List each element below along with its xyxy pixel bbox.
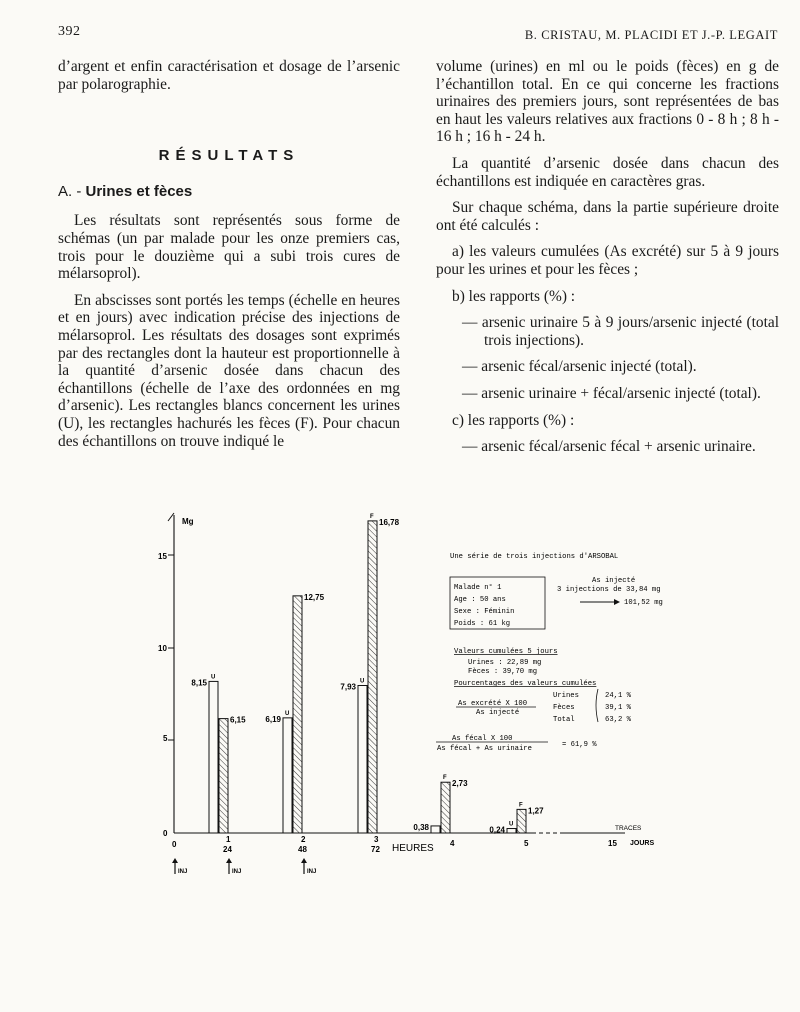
x-tick-day: 1 <box>226 835 231 844</box>
list-item-b: b) les rapports (%) : <box>452 287 576 305</box>
bar-value-label: 1,27 <box>528 806 544 816</box>
x-axis-hours-label: HEURES <box>392 843 434 854</box>
right-column <box>436 58 779 456</box>
patient-line: Poids : 61 kg <box>454 620 511 628</box>
x-tick-hour: 72 <box>371 845 380 854</box>
x-tick-day: 2 <box>301 835 306 844</box>
y-ticks <box>158 552 174 838</box>
bar-value-label: 6,19 <box>265 714 281 724</box>
x-tick-hour: 24 <box>223 845 232 854</box>
x-tick-day: 15 <box>608 839 617 848</box>
section-heading: RÉSULTATS <box>158 147 300 165</box>
arrow-up-icon <box>301 858 307 863</box>
pct-row-value: 24,1 % <box>605 692 631 700</box>
injection-marker <box>226 858 241 875</box>
patient-line: Malade n° 1 <box>454 584 502 592</box>
y-tick-label: 15 <box>158 552 167 561</box>
bar-value-label: 2,73 <box>452 779 468 789</box>
arrow-up-icon <box>226 858 232 863</box>
list-item-c: c) les rapports (%) : <box>452 411 575 429</box>
list-subitem: — arsenic fécal/arsenic fécal + arsenic urinaire. <box>462 438 756 456</box>
bar-urine <box>283 718 292 833</box>
bar-feces <box>293 596 302 833</box>
y-axis-label: Mg <box>182 517 194 526</box>
injection-marker <box>172 858 187 875</box>
ratio2-numerator: As fécal X 100 <box>452 735 513 743</box>
x-tick-day: 5 <box>524 839 529 848</box>
list-subitem: — arsenic urinaire + fécal/arsenic injecté (total). <box>462 384 761 402</box>
ratio2-denominator: As fécal + As urinaire <box>437 745 532 753</box>
injection-markers <box>172 858 316 875</box>
paragraph-continuation: d’argent et enfin caractérisation et dosage de l’arsenic par polarographie. <box>58 58 400 93</box>
list-subitem: — arsenic urinaire 5 à 9 jours/arsenic injecté (total trois injections). <box>462 314 779 349</box>
subsection-letter: A. - <box>58 182 86 200</box>
y-tick-label: 5 <box>163 734 168 743</box>
bar-urine <box>209 681 218 833</box>
patient-line: Sexe : Féminin <box>454 608 515 616</box>
bar-value-label: 12,75 <box>304 592 325 602</box>
bar-feces <box>219 719 228 833</box>
bar-tag-label: F <box>370 513 374 520</box>
running-header-authors: B. CRISTAU, M. PLACIDI ET J.-P. LEGAIT <box>524 28 778 42</box>
pct-row-value: 63,2 % <box>605 716 631 724</box>
ratio1-denominator: As injecté <box>476 709 520 717</box>
bar-value-label: 0,38 <box>413 822 429 832</box>
traces-label: TRACES <box>615 825 642 832</box>
pct-row-label: Total <box>553 716 575 724</box>
paragraph: La quantité d’arsenic dosée dans chacun des échantillons est indiquée en caractères gras. <box>436 154 779 190</box>
bar-value-label: 6,15 <box>230 715 246 725</box>
cumul-feces: Fèces : 39,70 mg <box>468 668 538 676</box>
axes <box>168 513 625 833</box>
cumul-title: Valeurs cumulées 5 jours <box>454 648 558 656</box>
cumul-urines: Urines : 22,89 mg <box>468 659 542 667</box>
ratio2-value: = 61,9 % <box>562 741 597 749</box>
bar-tag-label: U <box>285 710 290 717</box>
bar-value-label: 7,93 <box>340 682 356 692</box>
list-subitem: — arsenic fécal/arsenic injecté (total). <box>462 358 697 376</box>
bar-feces <box>368 521 377 833</box>
x-tick-hour: 0 <box>172 840 177 849</box>
bar-urine <box>358 686 367 833</box>
bar-tag-label: U <box>360 678 365 685</box>
pct-row-label: Urines <box>553 692 579 700</box>
bar-urine <box>507 829 516 833</box>
patient-line: Age : 50 ans <box>454 596 506 604</box>
injection-label: INJ <box>232 869 242 875</box>
bar-value-label: 16,78 <box>379 517 400 527</box>
pct-title: Pourcentages des valeurs cumulées <box>454 680 597 688</box>
ratio1-numerator: As excrété X 100 <box>458 700 528 708</box>
injection-label: INJ <box>178 869 188 875</box>
summary-panel <box>436 553 663 753</box>
bar-value-label: 0,24 <box>489 825 505 835</box>
list-item-a: a) les valeurs cumulées (As excrété) sur 5 à 9 jours pour les urines et pour les fèces ; <box>436 243 779 278</box>
arsenic-excretion-figure <box>0 500 800 880</box>
injection-marker <box>301 858 316 875</box>
bar-urine <box>431 826 440 833</box>
paragraph: En abscisses sont portés les temps (échelle en heures et en jours) avec indication précise des injections de mélarsoprol. Les résultats des dosages sont exprimés par des rectangles dont la hauteur est proportionnelle à la quantité d’arsenic dosée dans chacun des échantillons (échelle de l’axe des ordonnées en mg d’arsenic). Les rectangles blancs concernent les urines (U), les rectangles hachurés les fèces (F). Pour chacun des échantillons on trouve indiqué le <box>58 291 400 450</box>
bar-value-label: 8,15 <box>191 678 207 688</box>
bar-tag-label: F <box>519 802 523 809</box>
injected-detail: 3 injections de 33,84 mg <box>557 586 661 594</box>
y-tick-label: 0 <box>163 829 168 838</box>
x-tick-day: 4 <box>450 839 455 848</box>
pct-row-label: Fèces <box>553 704 575 712</box>
left-column <box>58 58 400 450</box>
x-axis-days-label: JOURS <box>630 840 655 847</box>
arrow-up-icon <box>172 858 178 863</box>
bar-feces <box>441 782 450 833</box>
paragraph: volume (urines) en ml ou le poids (fèces) en g de l’échantillon total. En ce qui concerne les fractions urinaires des premiers jours, sont représentées de bas en haut les valeurs relatives aux fractions 0 - 8 h ; 8 h - 16 h ; 16 h - 24 h. <box>436 58 779 146</box>
figure-title: Une série de trois injections d'ARSOBAL <box>450 553 619 561</box>
x-tick-hour: 48 <box>298 845 307 854</box>
subsection-title: Urines et fèces <box>85 182 193 200</box>
arrow-right-icon <box>614 599 620 605</box>
y-tick-label: 10 <box>158 644 167 653</box>
injected-label: As injecté <box>592 577 636 585</box>
bar-tag-label: F <box>443 775 447 782</box>
paragraph: Les résultats sont représentés sous forme de schémas (un par malade pour les onze premiers cas, trois pour le douzième qui a subi trois cures de mélarsoprol). <box>58 212 400 283</box>
injection-label: INJ <box>307 869 317 875</box>
bar-tag-label: U <box>211 674 216 681</box>
x-tick-day: 3 <box>374 835 379 844</box>
paragraph: Sur chaque schéma, dans la partie supérieure droite ont été calculés : <box>436 199 779 234</box>
subsection-heading <box>58 183 400 201</box>
injected-total: 101,52 mg <box>624 599 663 607</box>
page-number: 392 <box>58 24 81 39</box>
bar-tag-label: U <box>509 821 514 828</box>
pct-row-value: 39,1 % <box>605 704 631 712</box>
bar-feces <box>517 809 526 833</box>
